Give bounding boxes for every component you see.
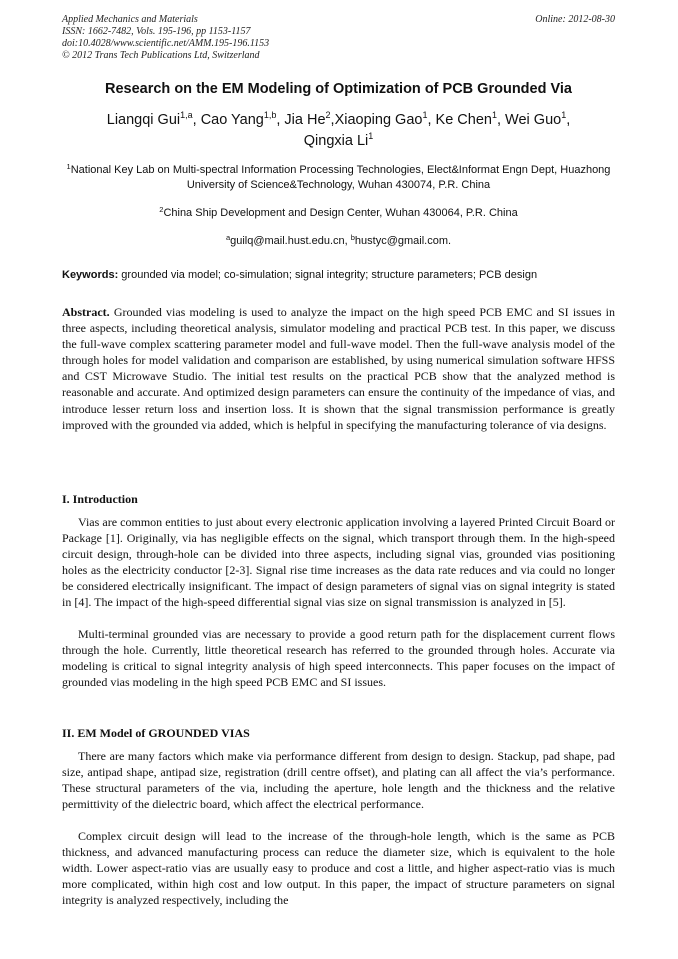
author-separator: , [427,112,436,128]
email-mark: b [350,233,355,242]
abstract-text: Grounded vias modeling is used to analyze the impact on the high speed PCB EMC and SI issues in three aspects, including theoretical analysis, simulator modeling and practical PCB test. In this paper, we discuss the full-wave complex scattering parameter model and full-wave model. Then the full-wave analysis model of the through holes for model validation and comparison are established, by using numerical simulation software HFSS and CST Microwave Studio. The initial test results on the practical PCB show that the analyzed method is reasonable and accurate. And optimized design parameters can ensure the continuity of the impedance of vias, and introduce lesser return loss and insertion loss. It is shown that the signal transmission performance is greatly improved with the grounded via added, which is helpful in specifying the manufacturing tolerance of via designs. [62,305,615,432]
affiliation-1 [62,163,615,193]
abstract-label: Abstract. [62,305,110,319]
author-list [62,110,615,152]
affiliation-mark: 2 [159,205,164,214]
section-heading-introduction: I. Introduction [62,492,138,506]
paper-title: Research on the EM Modeling of Optimization of PCB Grounded Via [105,81,572,97]
section-heading-em-model: II. EM Model of GROUNDED VIAS [62,726,250,740]
abstract [62,304,615,433]
affiliation-text: China Ship Development and Design Center, Wuhan 430064, P.R. China [163,207,518,219]
author-name: Jia He [284,112,326,128]
affiliation-2 [62,206,615,221]
author-separator: , [496,112,506,128]
online-date: Online: 2012-08-30 [535,14,615,25]
author-separator: , [566,112,571,128]
keywords-label: Keywords: [62,269,119,281]
affiliation-text: National Key Lab on Multi-spectral Information Processing Technologies, Elect&Informat Engn Dept, Huazhong University of Science&Technology, Wuhan 430074, P.R. China [70,164,611,191]
author-name: Xiaoping Gao [334,112,423,128]
body-paragraph: Vias are common entities to just about every electronic application involving a layered Printed Circuit Board or Package [1]. Originally, via has negligible effects on the signal, which transport through them. In the high-speed circuit design, through-hole can be divided into three aspects, including signal vias, grounded vias positioning holes as the electricity conductor [2-3]. Signal rise time increases as the data rate reduces and via could no longer be considered electrically insignificant. The impact of design parameters of signal vias on signal integrity is stated in [4]. The impact of the high-speed differential signal vias size on signal transmission is analyzed in [5]. [62,515,615,610]
journal-header [62,14,615,62]
doi-line: doi:10.4028/www.scientific.net/AMM.195-196.1153 [62,38,270,49]
author-affil-mark: 2 [325,110,331,120]
body-paragraph: There are many factors which make via performance different from design to design. Stackup, pad shape, pad size, antipad shape, antipad size, registration (drill centre offset), and plating can all affect the via’s performance. These structural parameters of the via, including the aperture, hole length and the thickness and the relative permittivity of the dielectric board, which affect the electrical performance. [62,749,615,812]
email-b: hustyc@gmail.com. [354,235,452,247]
journal-name: Applied Mechanics and Materials [62,14,198,25]
body-paragraph: Complex circuit design will lead to the increase of the through-hole length, which is the same as PCB thickness, and advanced manufacturing process can reduce the diameter size, which is equivalent to the hole width. Lower aspect-ratio vias are usually easy to produce and cost a little, and higher aspect-ratio vias is much more complicated, within high cost and low output. In this paper, the impact of structure parameters on signal integrity is analyzed respectively, including the [62,829,615,908]
author-emails [62,234,615,249]
body-paragraph: Multi-terminal grounded vias are necessary to provide a good return path for the displacement current flows through the hole. Currently, little theoretical research has referred to the grounded through holes. Accurate via modeling is critical to signal integrity analysis of high speed interconnects. This paper focuses on the impact of grounded vias modeling in the high speed PCB EMC and SI issues. [62,627,615,690]
copyright-line: © 2012 Trans Tech Publications Ltd, Switzerland [62,50,260,61]
author-separator: , [276,112,285,128]
keywords [62,268,615,283]
author-affil-mark: 1,a [180,110,193,120]
author-affil-mark: 1 [561,110,567,120]
issn-line: ISSN: 1662-7482, Vols. 195-196, pp 1153-1157 [62,26,251,37]
author-name: Ke Chen [435,112,492,128]
keywords-text: grounded via model; co-simulation; signal integrity; structure parameters; PCB design [118,269,538,281]
author-name: Wei Guo [505,112,562,128]
author-separator: , [192,112,201,128]
email-mark: a [225,233,231,242]
email-a: guilq@mail.hust.edu.cn, [230,235,351,247]
author-name: Liangqi Gui [106,112,181,128]
author-affil-mark: 1 [422,110,428,120]
author-affil-mark: 1 [368,131,374,141]
author-affil-mark: 1,b [263,110,277,120]
author-name: Qingxia Li [303,133,369,149]
affiliation-mark: 1 [66,162,71,171]
author-separator: , [330,112,335,128]
author-affil-mark: 1 [491,110,497,120]
author-name: Cao Yang [200,112,264,128]
